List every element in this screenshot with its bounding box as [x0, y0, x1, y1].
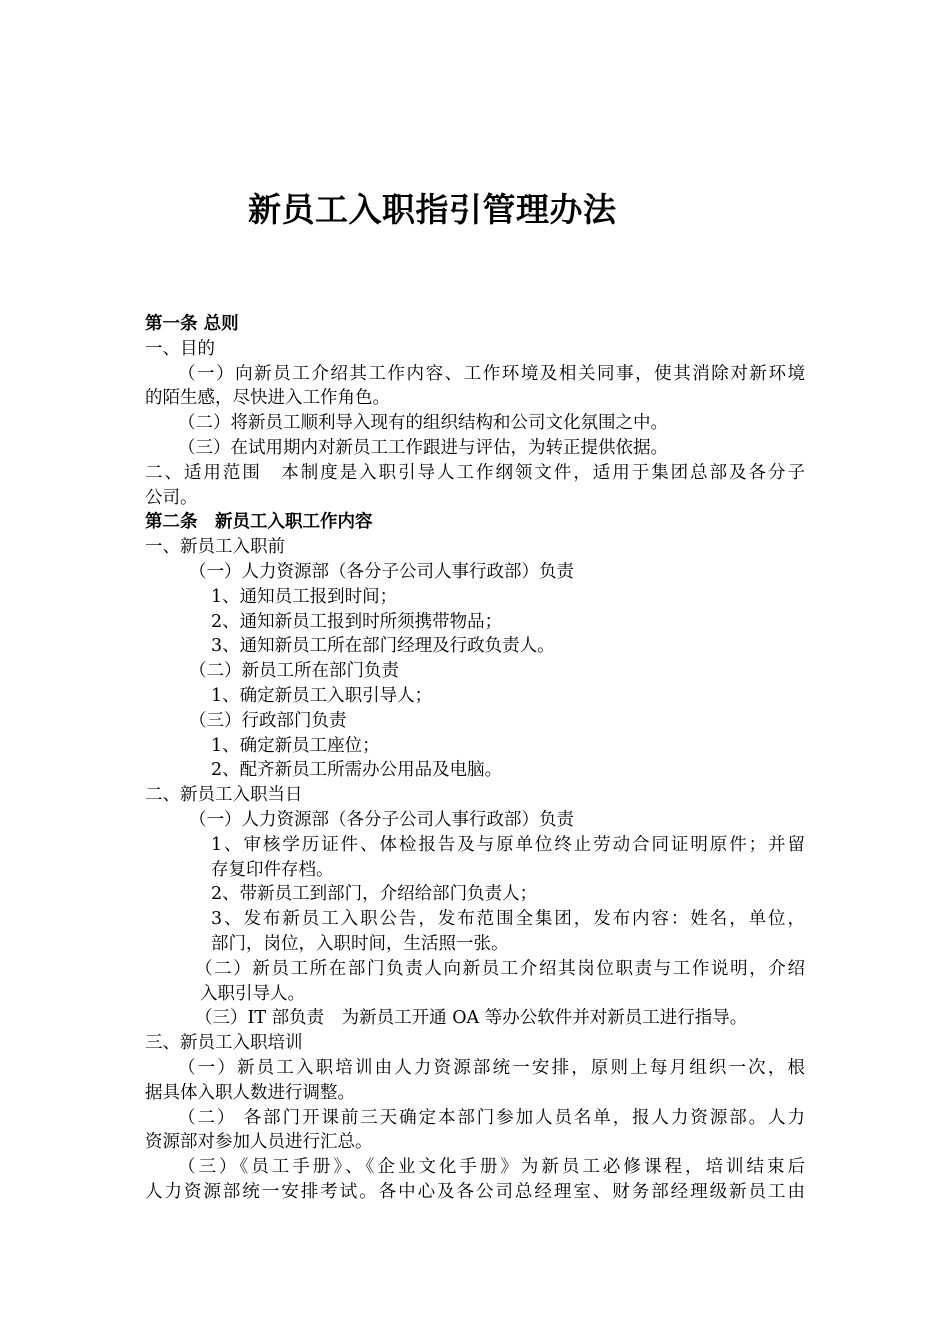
paragraph-line: 资源部对参加人员进行汇总。 [145, 1132, 373, 1153]
paragraph-line: 二、新员工入职当日 [145, 785, 303, 806]
paragraph-line: 一、目的 [145, 338, 215, 359]
paragraph-line: 3、通知新员工所在部门经理及行政负责人。 [211, 636, 555, 657]
paragraph-line: （二）新员工所在部门负责人向新员工介绍其岗位职责与工作说明，介绍 [195, 958, 805, 979]
paragraph-line: （二）新员工所在部门负责 [189, 661, 399, 682]
document-title: 新员工入职指引管理办法 [248, 190, 617, 229]
paragraph-line: 2、配齐新员工所需办公用品及电脑。 [211, 760, 503, 781]
paragraph-line: 人力资源部统一安排考试。各中心及各公司总经理室、财务部经理级新员工由 [145, 1181, 805, 1202]
paragraph-line: 公司。 [145, 487, 198, 508]
paragraph-line: 入职引导人。 [200, 983, 305, 1004]
document-body [145, 312, 805, 1205]
paragraph-line: （三）《员工手册》、《企业文化手册》为新员工必修课程，培训结束后 [178, 1157, 805, 1178]
paragraph-line: （三）IT 部负责 为新员工开通 OA 等办公软件并对新员工进行指导。 [195, 1008, 748, 1029]
paragraph-line: 据具体入职人数进行调整。 [145, 1082, 355, 1103]
paragraph-line: 二、适用范围 本制度是入职引导人工作纲领文件，适用于集团总部及各分子 [145, 462, 805, 483]
paragraph-line: 的陌生感，尽快进入工作角色。 [145, 388, 390, 409]
paragraph-line: （二）将新员工顺利导入现有的组织结构和公司文化氛围之中。 [178, 413, 668, 434]
paragraph-line: 2、通知新员工报到时所须携带物品； [211, 611, 503, 632]
paragraph-line: （一）人力资源部（各分子公司人事行政部）负责 [189, 561, 574, 582]
paragraph-line: （三）在试用期内对新员工工作跟进与评估，为转正提供依据。 [178, 437, 668, 458]
paragraph-line: （三）行政部门负责 [189, 710, 347, 731]
paragraph-line: 1、通知员工报到时间； [211, 586, 398, 607]
paragraph-line: （二） 各部门开课前三天确定本部门参加人员名单，报人力资源部。人力 [178, 1107, 805, 1128]
paragraph-line: 3、发布新员工入职公告，发布范围全集团，发布内容：姓名，单位， [211, 909, 805, 930]
paragraph-line: 部门，岗位，入职时间，生活照一张。 [211, 933, 509, 954]
paragraph-line: 2、带新员工到部门，介绍给部门负责人； [211, 884, 538, 905]
paragraph-line: （一）人力资源部（各分子公司人事行政部）负责 [189, 809, 574, 830]
paragraph-line: （一）新员工入职培训由人力资源部统一安排，原则上每月组织一次，根 [178, 1057, 805, 1078]
paragraph-line: 一、新员工入职前 [145, 537, 285, 558]
section-heading: 第一条 总则 [145, 314, 239, 334]
paragraph-line: 1、确定新员工座位； [211, 735, 380, 756]
paragraph-line: 1、审核学历证件、体检报告及与原单位终止劳动合同证明原件；并留 [211, 834, 805, 855]
paragraph-line: 1、确定新员工入职引导人； [211, 685, 433, 706]
paragraph-line: 三、新员工入职培训 [145, 1033, 303, 1054]
section-heading: 第二条 新员工入职工作内容 [145, 512, 373, 533]
paragraph-line: 存复印件存档。 [211, 859, 334, 880]
paragraph-line: （一）向新员工介绍其工作内容、工作环境及相关同事，使其消除对新环境 [178, 363, 805, 384]
